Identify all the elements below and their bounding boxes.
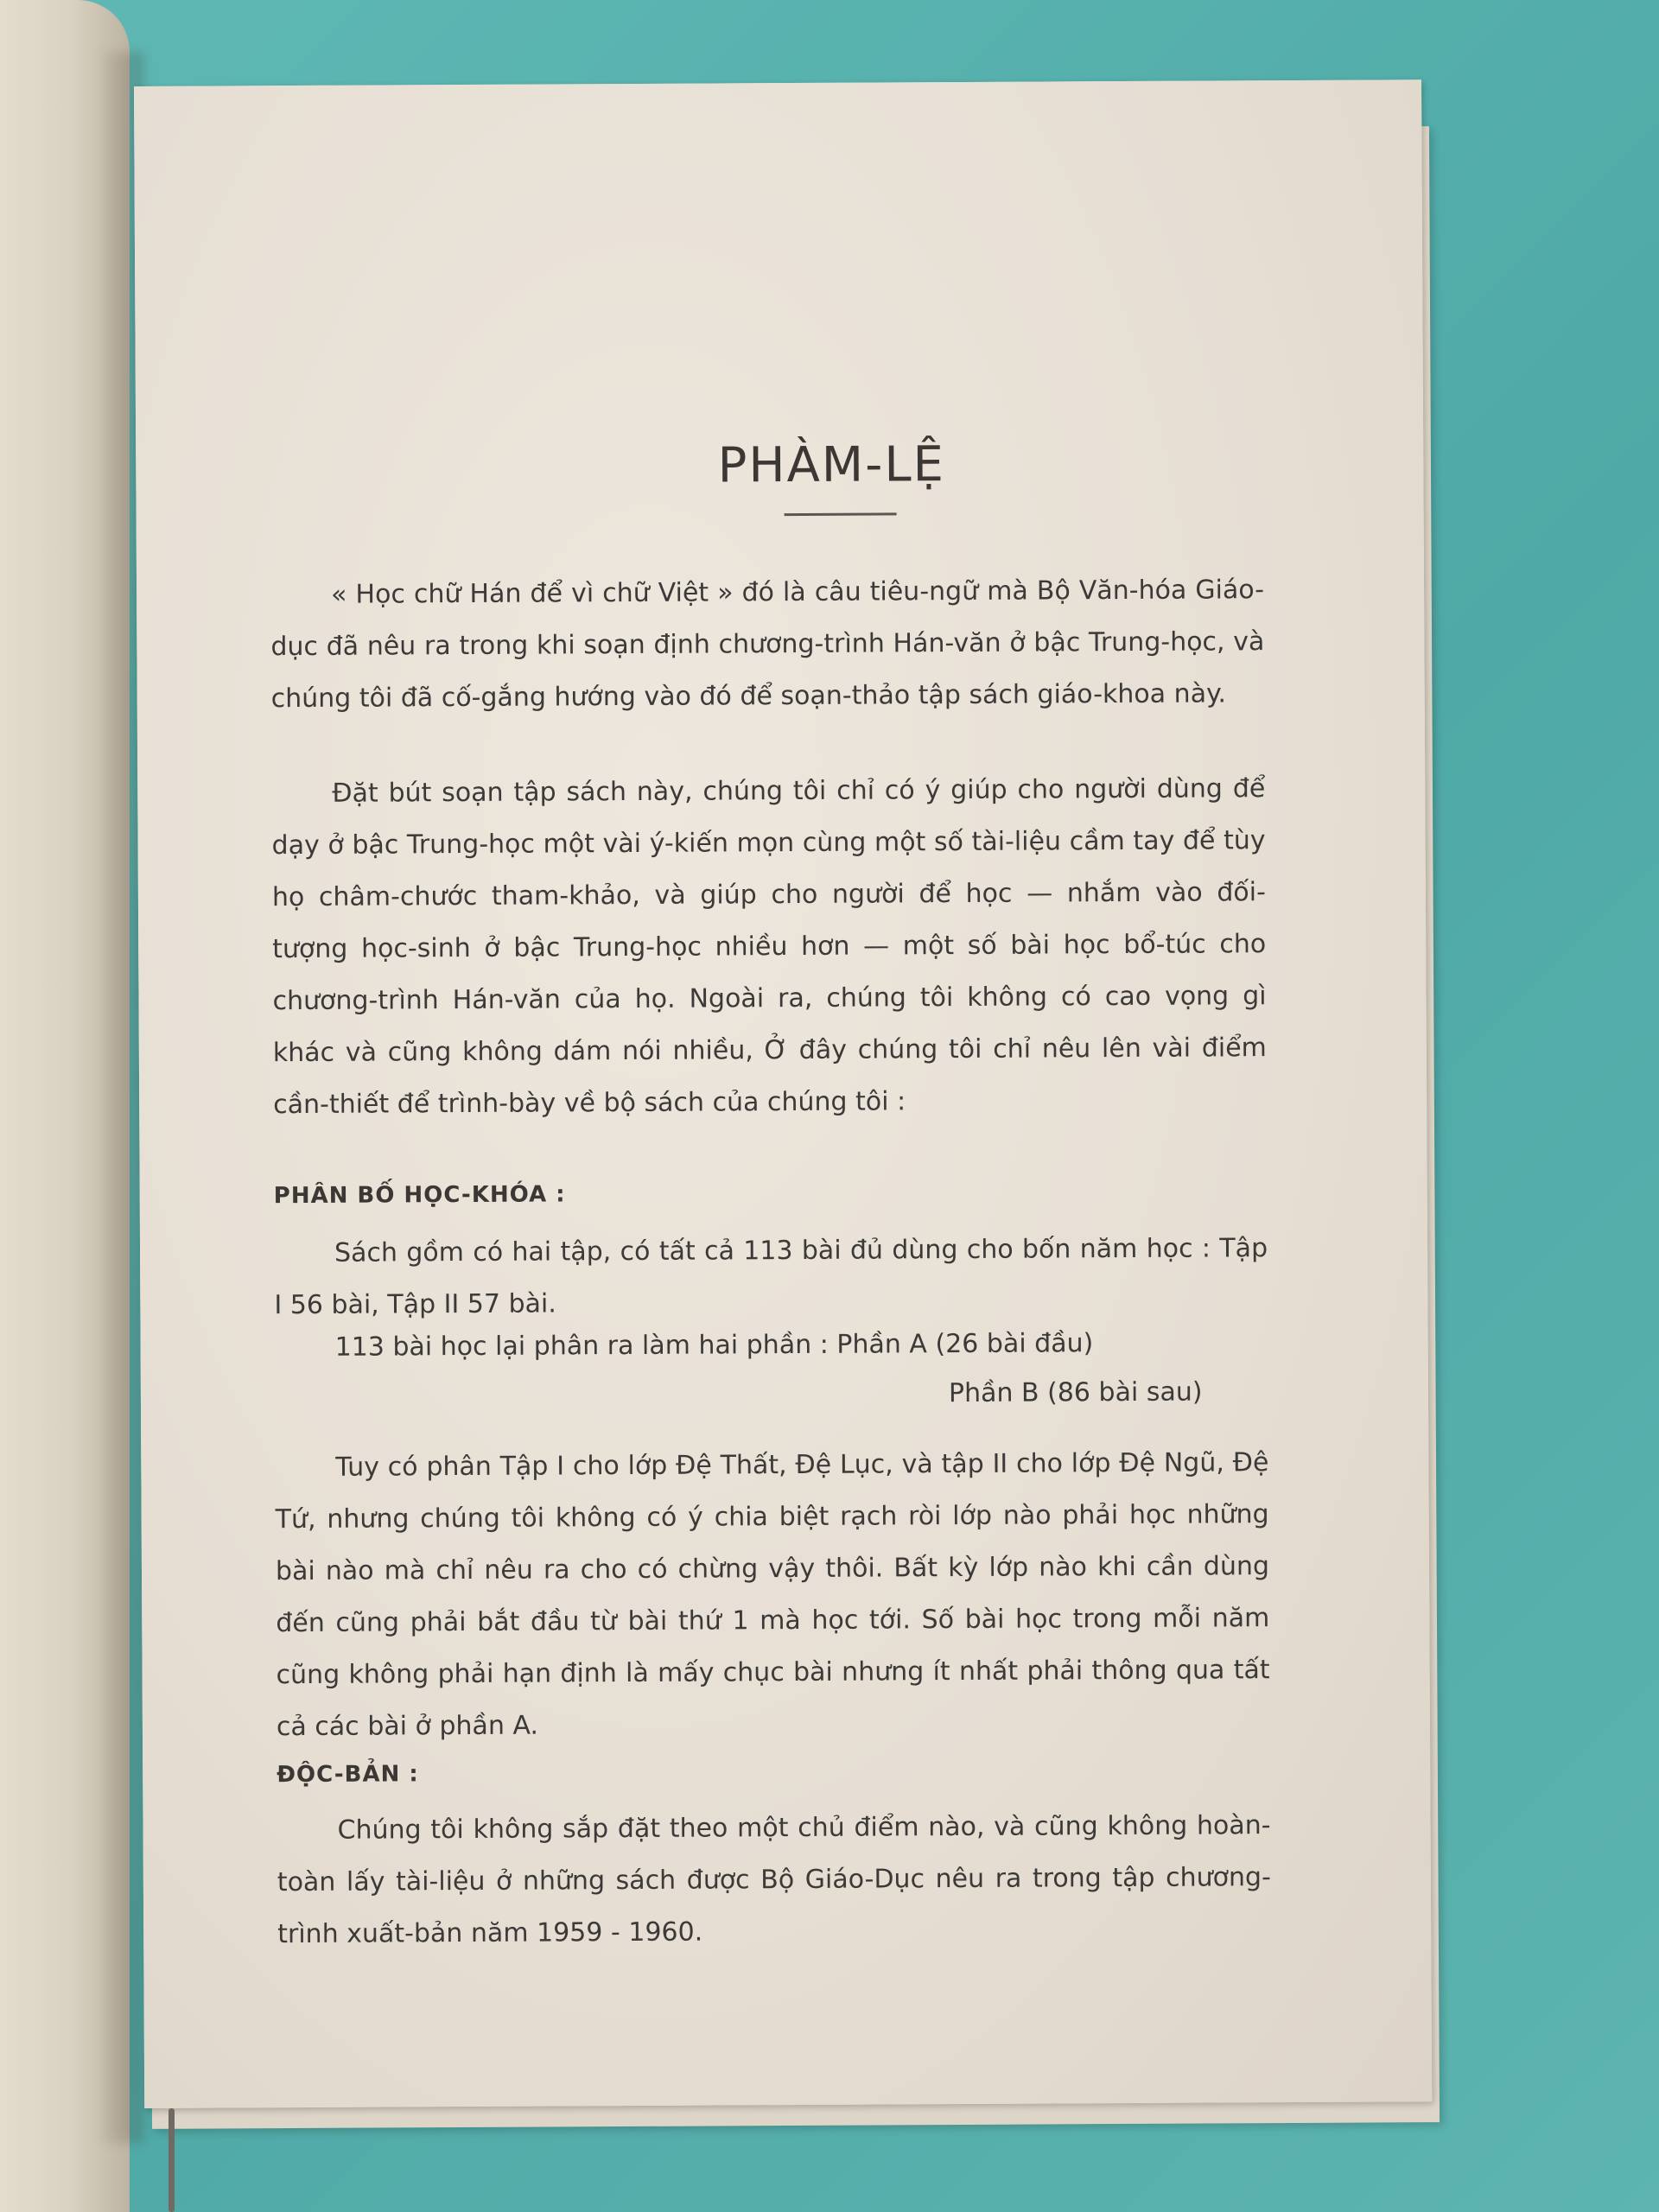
reader-paragraph-text: Chúng tôi không sắp đặt theo một chủ điểm nào, và cũng không hoàn-toàn lấy tài-liệu ở những sách được Bộ Giáo-Dục nêu ra trong tập chương-trình xuất-bản năm 1959 - 1960. bbox=[276, 1810, 1271, 1950]
split-line: 113 bài học lại phân ra làm hai phần : Phần A (26 bài đầu) bbox=[334, 1328, 1094, 1363]
class-assignment-paragraph bbox=[275, 1437, 1270, 1753]
intro-paragraph-text: « Học chữ Hán để vì chữ Việt » đó là câu tiêu-ngữ mà Bộ Văn-hóa Giáo-dục đã nêu ra trong khi soạn định chương-trình Hán-văn ở bậc Trung-học, và chúng tôi đã cố-gắng hướng vào đó để soạn-thảo tập sách giáo-khoa này. bbox=[270, 575, 1265, 715]
split-line-part-b: Phần B (86 bài sau) bbox=[948, 1376, 1203, 1409]
purpose-paragraph bbox=[271, 763, 1267, 1131]
intro-paragraph bbox=[270, 564, 1265, 725]
title-underline bbox=[785, 512, 897, 516]
distribution-paragraph-text: Sách gồm có hai tập, có tất cả 113 bài đủ dùng cho bốn năm học : Tập I 56 bài, Tập II 57 bài. bbox=[274, 1233, 1268, 1321]
page-title: PHÀM-LỆ bbox=[717, 436, 946, 494]
book-page bbox=[134, 79, 1432, 2108]
reader-paragraph bbox=[276, 1800, 1271, 1961]
distribution-paragraph bbox=[274, 1223, 1268, 1332]
class-assignment-paragraph-text: Tuy có phân Tập I cho lớp Đệ Thất, Đệ Lục, và tập II cho lớp Đệ Ngũ, Đệ Tứ, nhưng chúng tôi không có ý chia biệt rạch ròi lớp nào phải học những bài nào mà chỉ nêu ra cho có chừng vậy thôi. Bất kỳ lớp nào khi cần dùng đến cũng phải bắt đầu từ bài thứ 1 mà học tới. Số bài học trong mỗi năm cũng không phải hạn định là mấy chục bài nhưng ít nhất phải thông qua tất cả các bài ở phần A. bbox=[275, 1447, 1270, 1743]
section-heading-distribution: PHÂN BỐ HỌC-KHÓA : bbox=[273, 1181, 566, 1210]
bookmark-ribbon bbox=[168, 2108, 175, 2212]
section-heading-reader: ĐỘC-BẢN : bbox=[276, 1761, 419, 1789]
page-content bbox=[268, 79, 1391, 1950]
purpose-paragraph-text: Đặt bút soạn tập sách này, chúng tôi chỉ có ý giúp cho người dùng để dạy ở bậc Trung-học một vài ý-kiến mọn cùng một số tài-liệu cầm tay để tùy họ châm-chước tham-khảo, và giúp cho người để học — nhắm vào đối-tượng học-sinh ở bậc Trung-học nhiều hơn — một số bài học bổ-túc cho chương-trình Hán-văn của họ. Ngoài ra, chúng tôi không có cao vọng gì khác và cũng không dám nói nhiều, Ở đây chúng tôi chỉ nêu lên vài điểm cần-thiết để trình-bày về bộ sách của chúng tôi : bbox=[271, 773, 1267, 1121]
